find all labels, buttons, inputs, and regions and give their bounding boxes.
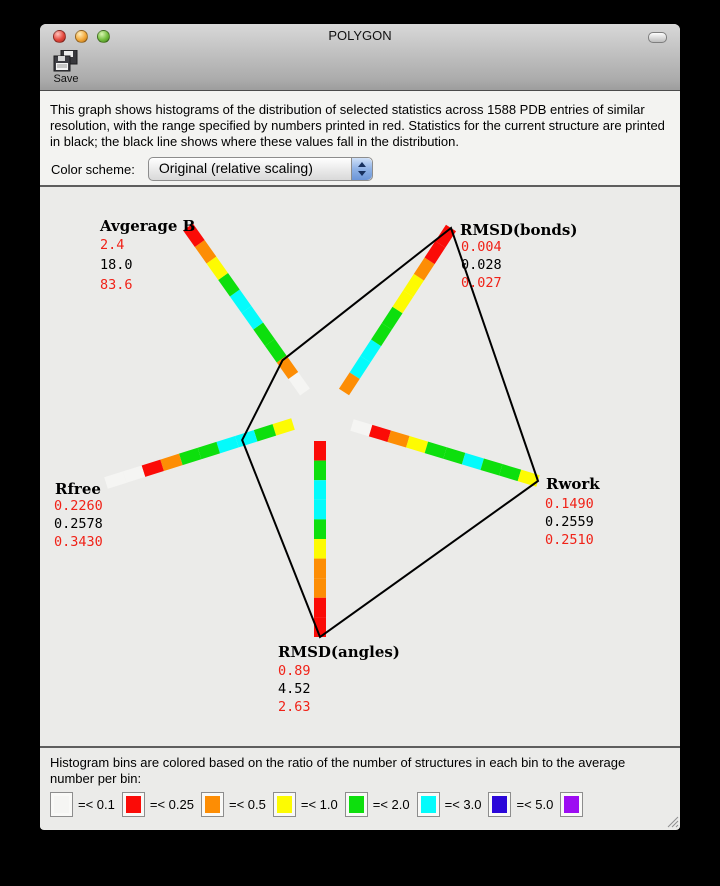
histogram-bin [519,475,538,481]
histogram-bin [365,343,376,359]
axis-label: Rwork [546,475,600,493]
legend-swatch-orange [201,792,224,817]
axis-value: 0.004 [461,239,502,255]
histogram-bin [200,244,212,261]
legend-swatch-red [122,792,145,817]
histogram-bin [181,454,200,460]
histogram-bin [352,425,371,431]
save-floppy-icon [53,50,79,72]
arrow-up-icon [358,162,366,167]
legend-row [50,792,670,817]
radar-plot [40,187,680,746]
legend-swatch-green [345,792,368,817]
histogram-bin [223,277,235,294]
plot-panel [40,187,680,746]
histogram-bin [125,471,144,477]
axis-value: 2.4 [100,237,125,253]
axis-label: Avgerage B [100,217,196,235]
legend-label: =< 5.0 [516,797,554,812]
axis-label: RMSD(bonds) [460,221,578,239]
legend-swatch-color [126,796,141,813]
histogram-bin [274,424,293,430]
histogram-bin [200,448,219,454]
description-text: This graph shows histograms of the distribution of selected statistics across 1588 PDB entries of similar resolution, with the range specified by numbers printed in red. Statistics for the current structure are printed in black; the black line shows where these values fall in the distribution. [50,102,665,149]
legend-swatch-color [421,796,436,813]
axis-value: 2.63 [278,699,311,715]
legend-swatch-color [492,796,507,813]
axis-value: 0.89 [278,663,311,679]
axis-value: 0.2260 [54,498,103,514]
histogram-bin [482,464,501,470]
histogram-bin [258,326,270,343]
legend-swatch-color [205,796,220,813]
legend-swatch-cyan [417,792,440,817]
axis-label: Rfree [55,480,101,498]
histogram-bin [247,310,259,327]
axis-value: 18.0 [100,257,133,273]
histogram-bin [464,459,483,465]
legend-label: =< 0.5 [228,797,266,812]
axis-value: 4.52 [278,681,311,697]
histogram-bin [501,470,520,476]
legend-swatch-color [54,796,69,813]
resize-grip[interactable] [666,815,679,828]
axis-value: 0.1490 [545,496,594,512]
color-scheme-selected-value: Original (relative scaling) [158,160,313,176]
polygon-window [40,24,680,830]
legend-swatch-white [50,792,73,817]
axis-value: 83.6 [100,277,133,293]
histogram-bin [235,293,247,310]
axis-label: RMSD(angles) [278,643,400,661]
save-button[interactable] [48,50,84,85]
histogram-bin [143,465,162,471]
histogram-bin [282,359,294,376]
histogram-bin [211,260,223,277]
legend-swatch-purple [560,792,583,817]
popup-stepper-icon [351,158,372,180]
legend-panel [40,746,680,829]
axis-value: 0.2510 [545,532,594,548]
histogram-bin [106,477,125,483]
legend-swatch-color [349,796,364,813]
histogram-bin [376,326,387,342]
histogram-bin [293,376,305,393]
legend-swatch-color [277,796,292,813]
histogram-bin [426,447,445,453]
histogram-bin [237,436,256,442]
histogram-bin [419,261,430,277]
histogram-bin [355,359,366,375]
arrow-down-icon [358,171,366,176]
legend-swatch-color [564,796,579,813]
description-panel [40,91,680,187]
axis-value: 0.028 [461,257,502,273]
color-scheme-select[interactable] [148,157,373,181]
color-scheme-label: Color scheme: [51,161,135,177]
histogram-bin [430,244,441,260]
histogram-bin [445,453,464,459]
histogram-bin [344,376,355,392]
histogram-bin [408,442,427,448]
legend-label: =< 1.0 [300,797,338,812]
legend-swatch-blue [488,792,511,817]
histogram-bin [218,442,237,448]
axis-value: 0.3430 [54,534,103,550]
save-button-label: Save [53,73,79,85]
window-title: POLYGON [328,28,392,43]
histogram-bin [270,343,282,360]
histogram-bin [398,294,409,310]
axis-value: 0.2559 [545,514,594,530]
legend-label: =< 2.0 [372,797,410,812]
window-header [40,24,680,91]
histogram-bin [162,459,181,465]
toolbar-toggle-capsule[interactable] [648,32,667,43]
histogram-bin [256,430,275,436]
histogram-bin [408,277,419,293]
histogram-bin [371,431,390,437]
color-scheme-row [50,157,670,181]
axis-value: 0.027 [461,275,502,291]
histogram-bin [389,436,408,442]
legend-label: =< 0.25 [149,797,194,812]
histogram-bin [387,310,398,326]
legend-swatch-yellow [273,792,296,817]
legend-description-text: Histogram bins are colored based on the ratio of the number of structures in each bin to the average number per bin: [50,755,626,786]
legend-label: =< 0.1 [78,797,115,812]
axis-value: 0.2578 [54,516,103,532]
legend-label: =< 3.0 [444,797,482,812]
